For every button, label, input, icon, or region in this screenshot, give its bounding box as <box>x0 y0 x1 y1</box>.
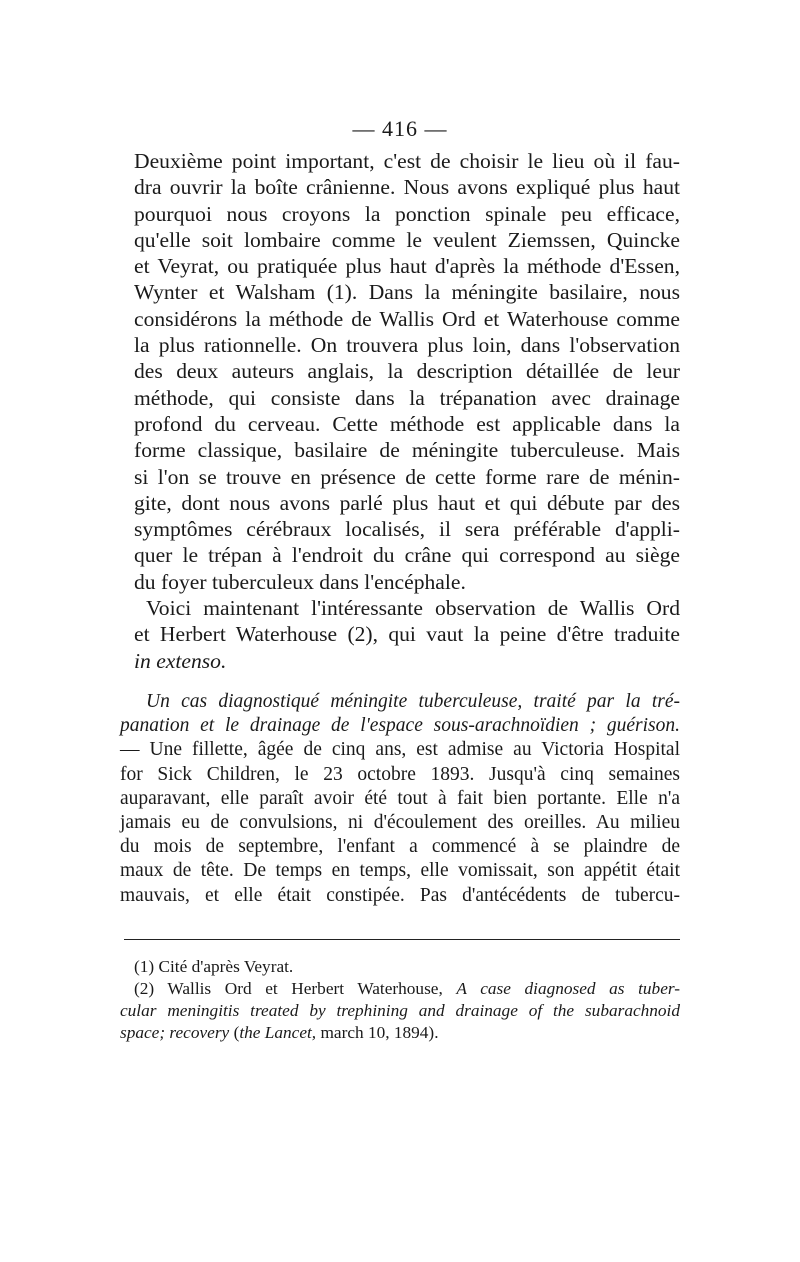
text-line-italic: in extenso. <box>134 648 227 673</box>
text-line: quer le trépan à l'endroit du crâne qui correspond au siège <box>134 543 680 568</box>
footnote-2-title: A case diagnosed as tuber- <box>456 979 680 998</box>
footnote-2-title: space; recovery <box>120 1023 230 1042</box>
text-line: gite, dont nous avons parlé plus haut et qui débute par des <box>134 490 680 515</box>
observation-line: mauvais, et elle était constipée. Pas d'antécédents de tubercu- <box>120 884 680 906</box>
observation-block <box>120 690 680 908</box>
text-line: pourquoi nous croyons la ponction spinale peu efficace, <box>134 201 680 226</box>
text-line: du foyer tuberculeux dans l'encéphale. <box>134 569 466 594</box>
text-line: Voici maintenant l'intéressante observation de Wallis Ord <box>146 596 680 621</box>
observation-line: maux de tête. De temps en temps, elle vomissait, son appétit était <box>120 860 680 882</box>
footnote-2-paren: ( <box>233 1023 240 1042</box>
text-line: et Veyrat, ou pratiquée plus haut d'après la méthode d'Essen, <box>134 254 680 279</box>
footnote-2-date: march 10, 1894). <box>320 1023 439 1042</box>
text-line: qu'elle soit lombaire comme le veulent Ziemssen, Quincke <box>134 227 680 252</box>
footnote-2-line <box>120 978 680 1000</box>
observation-line: for Sick Children, le 23 octobre 1893. Jusqu'à cinq semaines <box>120 763 680 785</box>
text-line: des deux auteurs anglais, la description détaillée de leur <box>134 359 680 384</box>
text-line: symptômes cérébraux localisés, il sera préférable d'appli- <box>134 517 680 542</box>
text-line: Wynter et Walsham (1). Dans la méningite basilaire, nous <box>134 280 680 305</box>
page-number: — 416 — <box>352 116 448 141</box>
text-line: et Herbert Waterhouse (2), qui vaut la peine d'être traduite <box>134 622 680 647</box>
footnote-2-authors: (2) Wallis Ord et Herbert Waterhouse, <box>134 979 443 998</box>
text-line: la plus rationnelle. On trouvera plus loin, dans l'observation <box>134 333 680 358</box>
text-line: profond du cerveau. Cette méthode est applicable dans la <box>134 411 680 436</box>
footnote-1: (1) Cité d'après Veyrat. <box>134 957 294 976</box>
observation-line: — Une fillette, âgée de cinq ans, est admise au Victoria Hospital <box>120 739 680 761</box>
text-line: Deuxième point important, c'est de choisir le lieu où il fau- <box>134 149 680 173</box>
text-line: forme classique, basilaire de méningite tuberculeuse. Mais <box>134 438 680 463</box>
footnote-2-journal: the Lancet, <box>239 1023 317 1042</box>
text-line: si l'on se trouve en présence de cette forme rare de ménin- <box>134 464 680 489</box>
observation-title: panation et le drainage de l'espace sous-arachnoïdien ; guérison. <box>120 715 680 737</box>
footnote-2-line <box>120 1000 680 1022</box>
main-text <box>134 148 680 674</box>
observation-title-line <box>120 714 680 738</box>
observation-title: Un cas diagnostiqué méningite tuberculeuse, traité par la tré- <box>146 691 680 712</box>
footnote-2-title: cular meningitis treated by trephining and drainage of the subarachnoid <box>120 1001 680 1020</box>
text-line: dra ouvrir la boîte crânienne. Nous avons expliqué plus haut <box>134 175 680 200</box>
observation-line: jamais eu de convulsions, ni d'écoulement des oreilles. Au milieu <box>120 811 680 833</box>
observation-title-line <box>120 690 680 714</box>
observation-line: auparavant, elle paraît avoir été tout à fait bien portante. Elle n'a <box>120 787 680 809</box>
footnote-2-line <box>120 1022 680 1044</box>
footnote-divider <box>124 939 680 940</box>
observation-line: du mois de septembre, l'enfant a commencé à se plaindre de <box>120 836 680 858</box>
text-line: méthode, qui consiste dans la trépanation avec drainage <box>134 385 680 410</box>
text-line: considérons la méthode de Wallis Ord et Waterhouse comme <box>134 306 680 331</box>
footnotes <box>120 956 680 1044</box>
